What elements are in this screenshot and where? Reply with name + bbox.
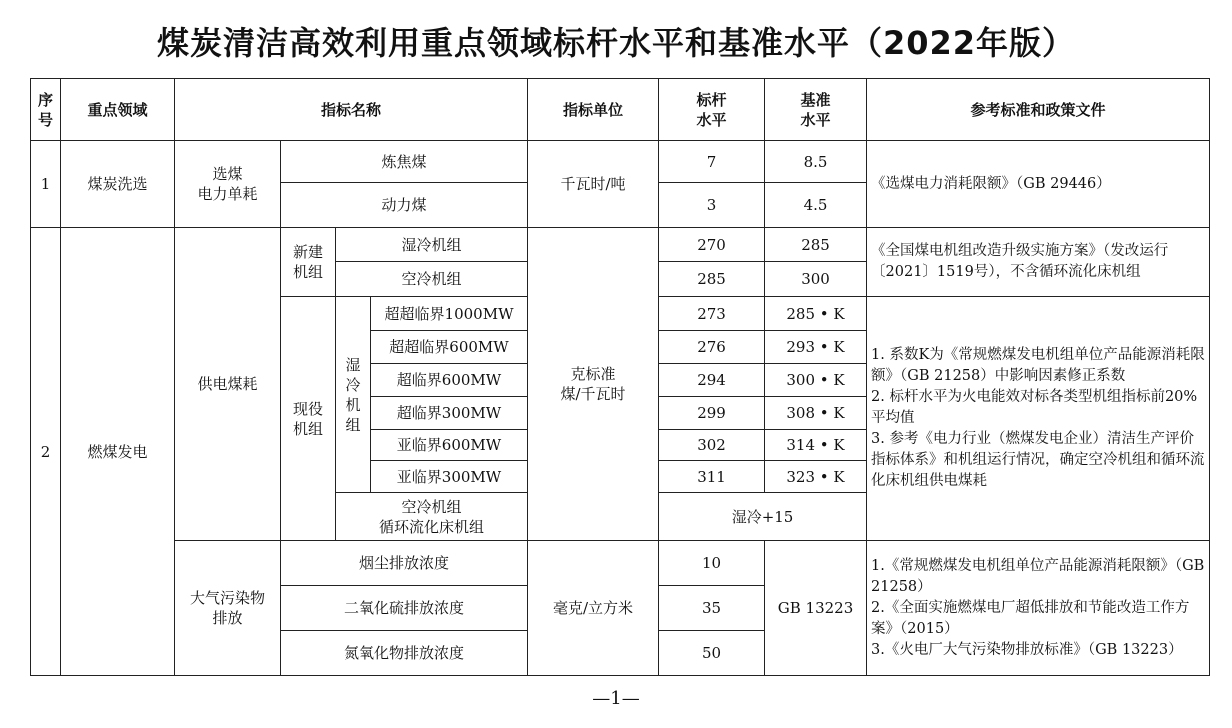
row-indicator: 选煤 电力单耗 [175,141,281,228]
row-benchmark: 50 [659,631,765,676]
row-group-new: 新建 机组 [281,228,336,297]
row-sub-name: 二氧化硫排放浓度 [281,586,528,631]
row-sub-name: 烟尘排放浓度 [281,541,528,586]
header-baseline: 基准 水平 [765,79,867,141]
row-sub-name: 动力煤 [281,183,528,228]
row-group-existing: 现役 机组 [281,297,336,541]
header-reference: 参考标准和政策文件 [867,79,1210,141]
row-benchmark: 270 [659,228,765,262]
row-reference: 《全国煤电机组改造升级实施方案》（发改运行〔2021〕1519号），不含循环流化床机组 [867,228,1210,297]
header-indicator: 指标名称 [175,79,528,141]
row-field: 煤炭洗选 [61,141,175,228]
row-baseline: 314 • K [765,430,867,461]
row-unit: 毫克/立方米 [528,541,659,676]
row-sub-name: 亚临界300MW [371,461,528,493]
row-sub-name: 亚临界600MW [371,430,528,461]
row-sub-name: 超临界300MW [371,397,528,430]
header-field: 重点领域 [61,79,175,141]
row-benchmark: 3 [659,183,765,228]
row-sub-name: 空冷机组 [336,262,528,297]
table-row [31,228,1210,262]
row-baseline: 4.5 [765,183,867,228]
row-baseline: 8.5 [765,141,867,183]
standards-table [30,78,1210,676]
row-benchmark: 7 [659,141,765,183]
row-benchmark: 311 [659,461,765,493]
header-seq: 序 号 [31,79,61,141]
table-row [31,141,1210,183]
row-sub-name: 超超临界1000MW [371,297,528,331]
row-baseline: 300 • K [765,364,867,397]
row-benchmark: 276 [659,331,765,364]
row-indicator: 供电煤耗 [175,228,281,541]
row-benchmark: 273 [659,297,765,331]
header-row [31,79,1210,141]
row-benchmark: 285 [659,262,765,297]
row-sub-name: 氮氧化物排放浓度 [281,631,528,676]
row-baseline: 293 • K [765,331,867,364]
row-benchmark: 299 [659,397,765,430]
row-sub-name: 炼焦煤 [281,141,528,183]
page-number: —1— [592,688,640,709]
row-reference: 1.《常规燃煤发电机组单位产品能源消耗限额》（GB 21258） 2.《全面实施燃煤电厂超低排放和节能改造工作方案》（2015） 3.《火电厂大气污染物排放标准》（GB 13223） [867,541,1210,676]
row-sub-name: 湿冷机组 [336,228,528,262]
header-benchmark: 标杆 水平 [659,79,765,141]
row-baseline: GB 13223 [765,541,867,676]
row-seq: 1 [31,141,61,228]
row-baseline: 285 [765,228,867,262]
row-sub-name: 超临界600MW [371,364,528,397]
row-field: 燃煤发电 [61,228,175,676]
row-baseline: 308 • K [765,397,867,430]
row-benchmark: 302 [659,430,765,461]
row-reference: 1. 系数K为《常规燃煤发电机组单位产品能源消耗限额》（GB 21258）中影响因素修正系数 2. 标杆水平为火电能效对标各类型机组指标前20%平均值 3. 参考《电力行业（燃煤发电企业）清洁生产评价指标体系》和机组运行情况，确定空冷机组和循环流化床机组供电煤耗 [867,297,1210,541]
table-row [31,541,1210,586]
row-unit: 克标准 煤/千瓦时 [528,228,659,541]
row-benchmark: 10 [659,541,765,586]
row-unit: 千瓦时/吨 [528,141,659,228]
page-title: 煤炭清洁高效利用重点领域标杆水平和基准水平（2022年版） [156,24,1076,62]
row-baseline: 285 • K [765,297,867,331]
row-sub-name: 空冷机组 循环流化床机组 [336,493,528,541]
header-unit: 指标单位 [528,79,659,141]
row-sub-name: 超超临界600MW [371,331,528,364]
row-baseline: 323 • K [765,461,867,493]
row-reference: 《选煤电力消耗限额》（GB 29446） [867,141,1210,228]
row-seq: 2 [31,228,61,676]
row-benchmark: 294 [659,364,765,397]
row-value-merged: 湿冷+15 [659,493,867,541]
row-group-wet: 湿 冷 机 组 [336,297,371,493]
row-indicator: 大气污染物 排放 [175,541,281,676]
row-benchmark: 35 [659,586,765,631]
row-baseline: 300 [765,262,867,297]
